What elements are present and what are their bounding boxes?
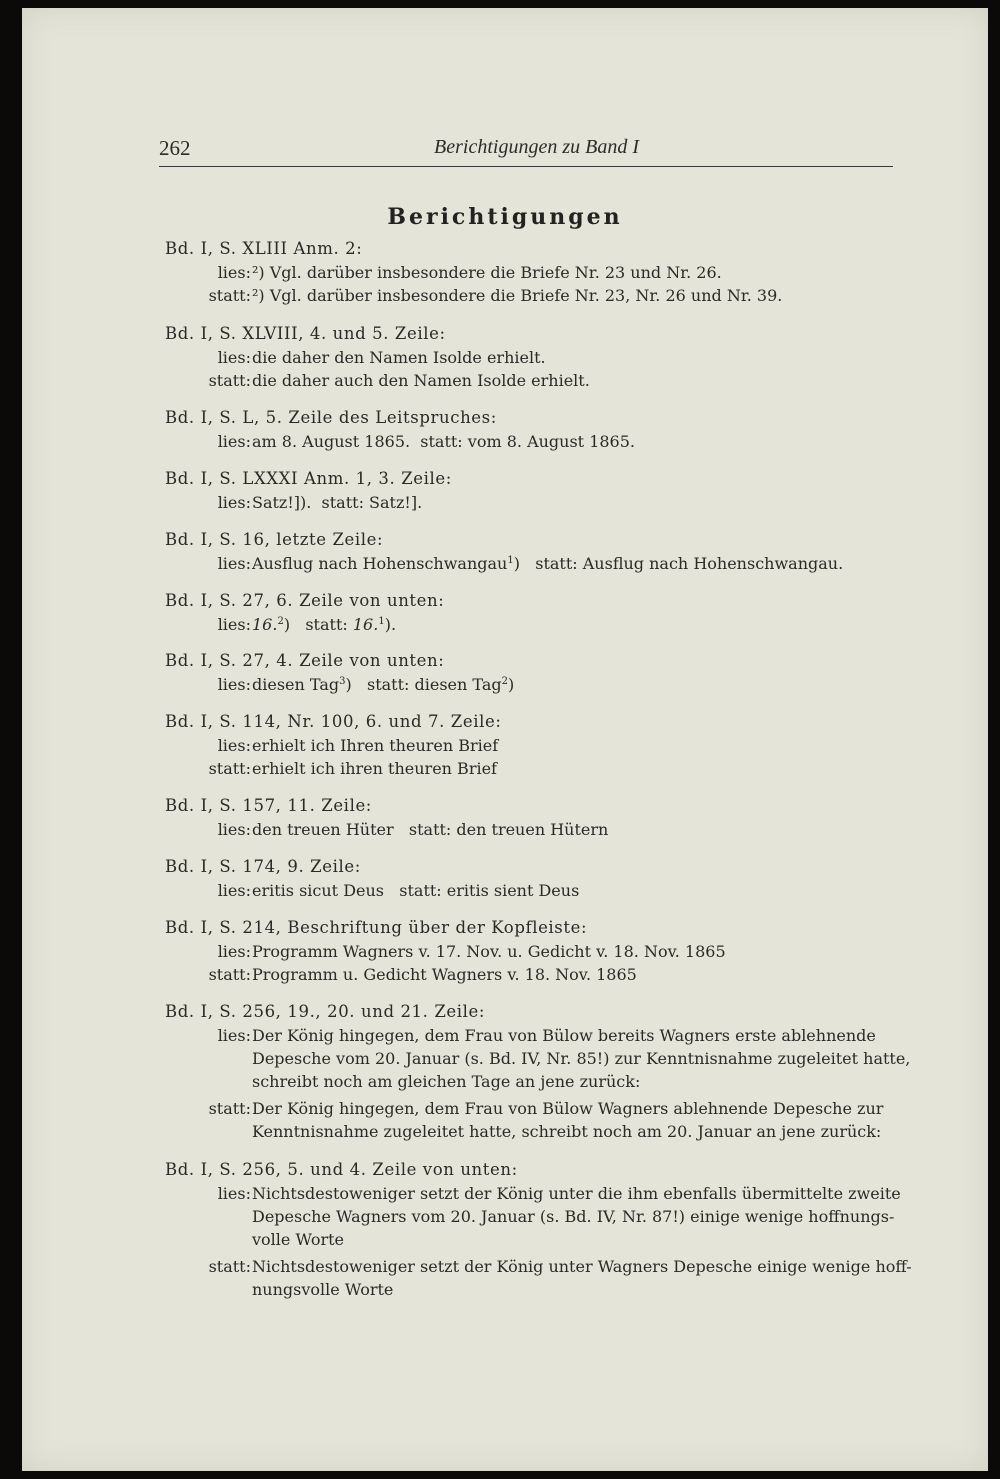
entry-reference: Bd. I, S. L, 5. Zeile des Leitspruches: (165, 408, 497, 427)
statt-text: die daher auch den Namen Isolde erhielt. (252, 371, 590, 390)
statt-inline-text: statt: den treuen Hütern (408, 820, 609, 839)
statt-line (165, 369, 925, 392)
lies-line (165, 491, 925, 514)
statt-text: Nichtsdestoweniger setzt der König unter Wagners Depesche einige wenige hoff-nungsvolle Worte (252, 1257, 912, 1299)
footnote-marker: 2 (501, 676, 508, 687)
statt-line (165, 757, 925, 780)
lies-line (165, 818, 925, 841)
correction-entry (165, 855, 925, 902)
statt-inline-text: statt: diesen Tag (367, 675, 502, 694)
entry-reference: Bd. I, S. 27, 4. Zeile von unten: (165, 651, 445, 670)
correction-entry (165, 1158, 925, 1301)
entry-reference: Bd. I, S. 27, 6. Zeile von unten: (165, 591, 445, 610)
lies-line (165, 346, 925, 369)
lies-label: lies: (217, 675, 251, 694)
lies-text: erhielt ich Ihren theuren Brief (252, 736, 499, 755)
statt-inline-text: 16. (352, 615, 379, 634)
entry-reference: Bd. I, S. XLIII Anm. 2: (165, 239, 363, 258)
statt-inline-text: statt: eritis sient Deus (399, 881, 580, 900)
entry-reference: Bd. I, S. 256, 19., 20. und 21. Zeile: (165, 1002, 486, 1021)
lies-line (165, 1182, 925, 1251)
correction-entry (165, 649, 925, 696)
section-title: Berichtigungen (387, 204, 623, 230)
entry-reference: Bd. I, S. 256, 5. und 4. Zeile von unten: (165, 1160, 518, 1179)
lies-label: lies: (217, 493, 251, 512)
footnote-marker: 3 (339, 676, 346, 687)
lies-label: lies: (217, 348, 251, 367)
footnote-marker: 1 (378, 616, 385, 627)
lies-text: Der König hingegen, dem Frau von Bülow bereits Wagners erste ablehnende Depesche vom 20. Januar (s. Bd. IV, Nr. 85!) zur Kenntnisnahme zugeleitet hatte, schreibt noch am gleichen Tage an jene zurück: (252, 1026, 911, 1091)
page-header (159, 132, 893, 167)
lies-text: Programm Wagners v. 17. Nov. u. Gedicht v. 18. Nov. 1865 (252, 942, 726, 961)
lies-text: den treuen Hüter (252, 820, 394, 839)
correction-entry (165, 916, 925, 986)
lies-text: am 8. August 1865. (252, 432, 411, 451)
book-page (22, 8, 988, 1471)
lies-label: lies: (217, 820, 251, 839)
lies-text-end: ) (513, 554, 520, 573)
correction-entry (165, 1000, 925, 1143)
entry-reference: Bd. I, S. 114, Nr. 100, 6. und 7. Zeile: (165, 712, 502, 731)
entry-reference: Bd. I, S. LXXXI Anm. 1, 3. Zeile: (165, 469, 452, 488)
lies-text-end: ) (283, 615, 291, 634)
lies-label: lies: (217, 432, 251, 451)
statt-inline-label: statt: (305, 615, 348, 634)
lies-text: Nichtsdestoweniger setzt der König unter die ihm ebenfalls übermittelte zweite Depesche Wagners vom 20. Januar (s. Bd. IV, Nr. 87!) einige wenige hoffnungs-volle Worte (252, 1184, 901, 1249)
lies-label: lies: (217, 554, 251, 573)
correction-entry (165, 322, 925, 392)
lies-line (165, 879, 925, 902)
correction-entry (165, 406, 925, 453)
statt-label: statt: (208, 286, 251, 305)
page-number: 262 (159, 136, 191, 160)
statt-line (165, 963, 925, 986)
lies-label: lies: (217, 1184, 251, 1203)
statt-label: statt: (208, 371, 251, 390)
lies-text: Ausflug nach Hohenschwangau (252, 554, 508, 573)
lies-label: lies: (217, 881, 251, 900)
statt-text: Programm u. Gedicht Wagners v. 18. Nov. 1865 (252, 965, 637, 984)
lies-text: ²) Vgl. darüber insbesondere die Briefe Nr. 23 und Nr. 26. (252, 263, 722, 282)
statt-label: statt: (208, 965, 251, 984)
lies-line (165, 552, 925, 575)
correction-entry (165, 467, 925, 514)
entry-reference: Bd. I, S. 157, 11. Zeile: (165, 796, 372, 815)
correction-entry (165, 528, 925, 575)
lies-label: lies: (217, 736, 251, 755)
statt-text: Der König hingegen, dem Frau von Bülow Wagners ablehnende Depesche zur Kenntnisnahme zugeleitet hatte, schreibt noch am 20. Januar an jene zurück: (252, 1099, 884, 1141)
lies-label: lies: (217, 263, 251, 282)
correction-entry (165, 794, 925, 841)
entry-reference: Bd. I, S. 214, Beschriftung über der Kopfleiste: (165, 918, 588, 937)
lies-text-end: ) (345, 675, 352, 694)
statt-line (165, 284, 925, 307)
statt-inline-text: statt: Ausflug nach Hohenschwangau. (535, 554, 844, 573)
lies-line (165, 261, 925, 284)
lies-line (165, 734, 925, 757)
statt-inline-text: statt: vom 8. August 1865. (420, 432, 635, 451)
lies-text: die daher den Namen Isolde erhielt. (252, 348, 546, 367)
statt-text-end: ). (384, 615, 397, 634)
correction-entry (165, 710, 925, 780)
lies-line (165, 430, 925, 453)
lies-line (165, 673, 925, 696)
lies-label: lies: (217, 942, 251, 961)
entry-reference: Bd. I, S. 16, letzte Zeile: (165, 530, 384, 549)
footnote-marker: 1 (507, 555, 514, 566)
statt-label: statt: (208, 1099, 251, 1118)
correction-entry (165, 589, 925, 636)
lies-line (165, 1024, 925, 1093)
entry-reference: Bd. I, S. 174, 9. Zeile: (165, 857, 361, 876)
lies-text: eritis sicut Deus (252, 881, 384, 900)
running-title: Berichtigungen zu Band I (434, 136, 639, 158)
statt-text: erhielt ich ihren theuren Brief (252, 759, 497, 778)
statt-label: statt: (208, 759, 251, 778)
lies-text: Satz!]). (252, 493, 312, 512)
lies-text: diesen Tag (252, 675, 340, 694)
statt-label: statt: (208, 1257, 251, 1276)
lies-line (165, 940, 925, 963)
correction-entry (165, 237, 925, 307)
lies-label: lies: (217, 615, 251, 634)
lies-label: lies: (217, 1026, 251, 1045)
lies-text: 16. (252, 615, 278, 634)
statt-text-end: ) (508, 675, 515, 694)
statt-line (165, 1097, 925, 1143)
footnote-marker: 2 (277, 616, 284, 627)
statt-text: ²) Vgl. darüber insbesondere die Briefe Nr. 23, Nr. 26 und Nr. 39. (252, 286, 783, 305)
lies-line (165, 613, 925, 636)
entry-reference: Bd. I, S. XLVIII, 4. und 5. Zeile: (165, 324, 446, 343)
statt-inline-text: statt: Satz!]. (321, 493, 423, 512)
statt-line (165, 1255, 925, 1301)
